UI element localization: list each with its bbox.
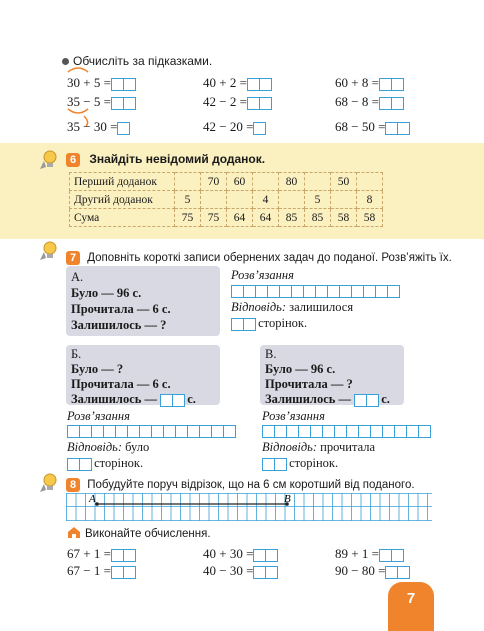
answer-c-line2: сторінок.: [262, 456, 338, 471]
page-number: 7: [388, 582, 434, 631]
answer-boxes[interactable]: [231, 318, 255, 331]
table-row: [70, 209, 383, 227]
table-cell: 58: [331, 209, 357, 227]
equation-row: 67 + 1 =: [67, 545, 135, 562]
answer-boxes[interactable]: [67, 458, 91, 471]
table-cell: 75: [201, 209, 227, 227]
home-col3: [335, 545, 409, 579]
card-line: Залишилось — ?: [71, 318, 167, 332]
task-title: Знайдіть невідомий доданок.: [89, 152, 266, 166]
table-cell[interactable]: 4: [253, 191, 279, 209]
table-cell: 75: [175, 209, 201, 227]
answer-boxes[interactable]: [262, 458, 286, 471]
card-line: Прочитала — 6 с.: [71, 302, 171, 316]
hint-arc: [68, 68, 88, 72]
task-number-badge: 8: [66, 478, 80, 492]
instruction-text: Обчисліть за підказками.: [73, 54, 213, 68]
answer-boxes[interactable]: [117, 122, 129, 135]
task6-header: [66, 152, 265, 167]
answer-b-line2: сторінок.: [67, 456, 143, 471]
table-cell: 64: [253, 209, 279, 227]
lightbulb-icon: [38, 240, 58, 262]
equation-row: 40 + 2 =: [203, 73, 271, 92]
card-line: Було — 96 с.: [265, 362, 336, 376]
section1-col2: [203, 73, 271, 136]
table-cell: 58: [357, 209, 383, 227]
task-number-badge: 7: [66, 251, 80, 265]
bullet-icon: [62, 58, 69, 65]
table-cell[interactable]: [357, 173, 383, 191]
answer-boxes[interactable]: [111, 549, 135, 562]
card-line: Прочитала — 6 с.: [71, 377, 171, 391]
answer-boxes[interactable]: [160, 394, 184, 407]
task-number-badge: 6: [66, 153, 80, 167]
answer-c: Відповідь: прочитала: [262, 440, 376, 454]
answer-boxes[interactable]: [247, 78, 271, 91]
table-cell[interactable]: 8: [357, 191, 383, 209]
answer-boxes[interactable]: [111, 566, 135, 579]
table-row: [70, 173, 383, 191]
equation-row: 35 − 30 =: [67, 117, 135, 136]
card-label: А.: [71, 270, 84, 284]
table-cell[interactable]: 70: [201, 173, 227, 191]
table-cell[interactable]: [227, 191, 253, 209]
solution-label: Розв’язання: [67, 409, 130, 423]
equation-row: 35 − 5 =: [67, 92, 135, 111]
answer-a-line2: сторінок.: [231, 316, 307, 331]
card-label: В.: [265, 347, 277, 361]
solution-grid[interactable]: [231, 285, 399, 298]
equation-row: 42 − 2 =: [203, 92, 271, 111]
ruler-figure-icon: [38, 472, 58, 494]
card-line: Прочитала — ?: [265, 377, 353, 391]
table-cell[interactable]: 5: [305, 191, 331, 209]
equation-row: 40 + 30 =: [203, 545, 277, 562]
card-line: Залишилось — с.: [265, 392, 390, 406]
task7-header: [66, 251, 452, 265]
table-cell[interactable]: [201, 191, 227, 209]
card-line: Було — ?: [71, 362, 124, 376]
home-col2: [203, 545, 277, 579]
card-a: [66, 266, 220, 336]
answer-boxes[interactable]: [354, 394, 378, 407]
solution-label: Розв’язання: [262, 409, 325, 423]
solution-grid[interactable]: [67, 425, 235, 438]
table-cell[interactable]: [331, 191, 357, 209]
table-cell: 85: [279, 209, 305, 227]
table-row: [70, 191, 383, 209]
home-instruction: Виконайте обчислення.: [85, 528, 211, 540]
answer-boxes[interactable]: [379, 97, 403, 110]
task-title: Доповніть короткі записи обернених задач до поданої. Розв’яжіть їх.: [87, 252, 452, 264]
card-b: [66, 345, 220, 405]
row-label: Перший доданок: [70, 173, 175, 191]
table-cell[interactable]: [305, 173, 331, 191]
answer-boxes[interactable]: [111, 78, 135, 91]
answer-b: Відповідь: було: [67, 440, 150, 454]
answer-a: Відповідь: залишилося: [231, 300, 354, 314]
table-cell[interactable]: [175, 173, 201, 191]
section1-col3: [335, 73, 409, 136]
addends-table: [69, 172, 383, 227]
segment-grid[interactable]: [66, 493, 432, 521]
task-title: Побудуйте поруч відрізок, що на 6 см коротший від поданого.: [87, 479, 415, 491]
equation-row: 40 − 30 =: [203, 562, 277, 579]
answer-boxes[interactable]: [385, 566, 409, 579]
answer-boxes[interactable]: [111, 97, 135, 110]
card-line: Залишилось — с.: [71, 392, 196, 406]
equation-row: 60 + 8 =: [335, 73, 409, 92]
point-a: [95, 502, 99, 506]
table-cell[interactable]: 60: [227, 173, 253, 191]
answer-boxes[interactable]: [253, 122, 265, 135]
equation-row: 89 + 1 =: [335, 545, 409, 562]
answer-boxes[interactable]: [379, 78, 403, 91]
answer-boxes[interactable]: [253, 549, 277, 562]
equation-row: 90 − 80 =: [335, 562, 409, 579]
solution-label: Розв’язання: [231, 268, 294, 282]
point-a-label: A: [89, 493, 96, 505]
answer-boxes[interactable]: [385, 122, 409, 135]
answer-boxes[interactable]: [247, 97, 271, 110]
table-cell[interactable]: [253, 173, 279, 191]
point-b-label: B: [284, 493, 291, 505]
section1-col1: [67, 73, 135, 136]
table-cell[interactable]: 50: [331, 173, 357, 191]
equation-row: 67 − 1 =: [67, 562, 135, 579]
task8-header: [66, 478, 415, 492]
table-cell[interactable]: 5: [175, 191, 201, 209]
solution-grid[interactable]: [262, 425, 430, 438]
answer-boxes[interactable]: [253, 566, 277, 579]
equation-row: 68 − 8 =: [335, 92, 409, 111]
row-label: Другий доданок: [70, 191, 175, 209]
answer-boxes[interactable]: [379, 549, 403, 562]
table-cell: 85: [305, 209, 331, 227]
row-label: Сума: [70, 209, 175, 227]
equation-row: 68 − 50 =: [335, 117, 409, 136]
lightbulb-icon: [38, 149, 58, 171]
table-cell[interactable]: [279, 191, 305, 209]
card-c: [260, 345, 404, 405]
equation-row: 42 − 20 =: [203, 117, 271, 136]
home-icon: [67, 526, 81, 539]
card-label: Б.: [71, 347, 82, 361]
home-col1: [67, 545, 135, 579]
equation-row: 30 + 5 =: [67, 73, 135, 92]
table-cell[interactable]: 80: [279, 173, 305, 191]
card-line: Було — 96 с.: [71, 286, 142, 300]
table-cell: 64: [227, 209, 253, 227]
